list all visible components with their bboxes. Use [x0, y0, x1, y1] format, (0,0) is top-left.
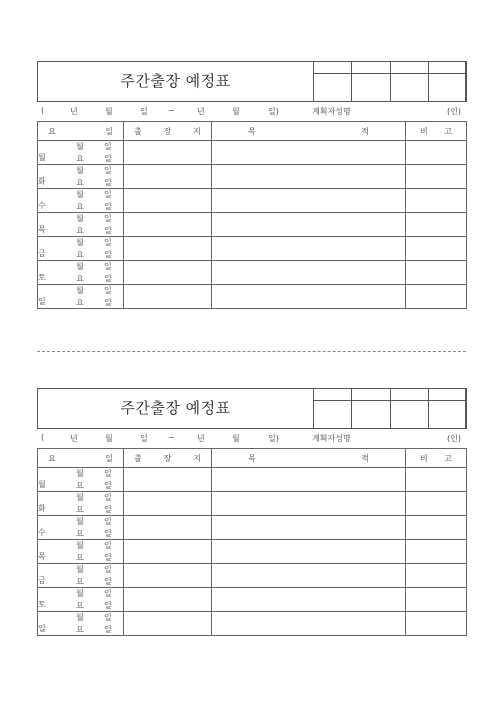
- approval-cell[interactable]: [390, 401, 428, 429]
- yo-label: 요: [76, 577, 84, 586]
- date-cell[interactable]: [38, 516, 124, 540]
- approval-cell[interactable]: [390, 62, 428, 74]
- yo-label: 요: [76, 274, 84, 283]
- approval-cell[interactable]: [352, 401, 390, 429]
- yo-label: 요: [76, 625, 84, 634]
- destination-cell[interactable]: [124, 612, 212, 636]
- date-cell[interactable]: [38, 612, 124, 636]
- date-cell[interactable]: [38, 189, 124, 213]
- remarks-cell[interactable]: [406, 237, 467, 261]
- month-label: 월: [76, 214, 84, 223]
- date-cell[interactable]: [38, 492, 124, 516]
- day-label: 일): [268, 107, 279, 116]
- header-char: 요: [48, 126, 56, 136]
- yo-label: 요: [76, 553, 84, 562]
- weekday-label: 금: [38, 249, 46, 258]
- approval-cell[interactable]: [428, 389, 466, 401]
- month-label: 월: [76, 238, 84, 247]
- tilde: ~: [168, 433, 175, 442]
- date-cell[interactable]: [38, 564, 124, 588]
- purpose-cell[interactable]: [212, 468, 406, 492]
- open-paren: (: [41, 433, 45, 442]
- remarks-header: [406, 449, 467, 468]
- weekday-label: 수: [38, 528, 46, 537]
- day-label: 일: [104, 286, 112, 295]
- weekday-label: 수: [38, 201, 46, 210]
- approval-cell[interactable]: [428, 401, 466, 429]
- form-title: 주간출장 예정표: [120, 399, 231, 417]
- destination-cell[interactable]: [124, 165, 212, 189]
- remarks-cell[interactable]: [406, 612, 467, 636]
- table-row: [38, 588, 467, 612]
- header-char: 고: [444, 453, 452, 463]
- weekday-label: 월: [38, 153, 46, 162]
- table-row: [38, 285, 467, 309]
- yo-label: 요: [76, 250, 84, 259]
- approval-cell[interactable]: [352, 62, 390, 74]
- table-row: [38, 213, 467, 237]
- il-label: 일: [104, 178, 112, 187]
- approval-cell[interactable]: [314, 62, 352, 74]
- date-cell[interactable]: [38, 165, 124, 189]
- header-char: 적: [361, 126, 369, 136]
- il-label: 일: [104, 601, 112, 610]
- yo-label: 요: [76, 505, 84, 514]
- destination-cell[interactable]: [124, 588, 212, 612]
- title-row: [37, 61, 466, 102]
- table-header-row: [38, 122, 467, 141]
- remarks-cell[interactable]: [406, 141, 467, 165]
- weekday-label: 토: [38, 273, 46, 282]
- month-label: 월: [76, 613, 84, 622]
- remarks-cell[interactable]: [406, 516, 467, 540]
- seal-label: (인): [447, 107, 461, 116]
- purpose-header: [212, 449, 406, 468]
- month-label: 월: [76, 517, 84, 526]
- remarks-cell[interactable]: [406, 165, 467, 189]
- destination-header: [124, 449, 212, 468]
- yo-label: 요: [76, 178, 84, 187]
- table-row: [38, 237, 467, 261]
- yo-label: 요: [76, 202, 84, 211]
- day-label: 일: [104, 190, 112, 199]
- weekday-label: 일: [38, 297, 46, 306]
- day-header: [38, 122, 124, 141]
- header-char: 지: [193, 126, 201, 136]
- remarks-cell[interactable]: [406, 588, 467, 612]
- table-row: [38, 516, 467, 540]
- date-cell[interactable]: [38, 540, 124, 564]
- il-label: 일: [104, 250, 112, 259]
- day-label: 일: [140, 434, 148, 443]
- planner-label: 계획자성명: [312, 107, 351, 116]
- date-cell[interactable]: [38, 285, 124, 309]
- remarks-cell[interactable]: [406, 213, 467, 237]
- purpose-cell[interactable]: [212, 588, 406, 612]
- day-label: 일: [140, 107, 148, 116]
- header-char: 일: [105, 126, 113, 136]
- il-label: 일: [104, 154, 112, 163]
- day-label: 일: [104, 166, 112, 175]
- purpose-cell[interactable]: [212, 564, 406, 588]
- year-label: 년: [70, 434, 78, 443]
- date-cell[interactable]: [38, 261, 124, 285]
- purpose-cell[interactable]: [212, 165, 406, 189]
- table-row: [38, 612, 467, 636]
- form-title: 주간출장 예정표: [120, 72, 231, 90]
- il-label: 일: [104, 202, 112, 211]
- destination-cell[interactable]: [124, 285, 212, 309]
- header-char: 비: [420, 126, 428, 136]
- purpose-cell[interactable]: [212, 141, 406, 165]
- purpose-cell[interactable]: [212, 213, 406, 237]
- approval-cell[interactable]: [314, 74, 352, 102]
- month-label: 월: [76, 493, 84, 502]
- purpose-cell[interactable]: [212, 189, 406, 213]
- day-label: 일: [104, 541, 112, 550]
- purpose-cell[interactable]: [212, 540, 406, 564]
- weekday-label: 일: [38, 624, 46, 633]
- purpose-cell[interactable]: [212, 612, 406, 636]
- schedule-table: [37, 448, 467, 636]
- il-label: 일: [104, 505, 112, 514]
- purpose-cell[interactable]: [212, 516, 406, 540]
- yo-label: 요: [76, 298, 84, 307]
- day-label: 일: [104, 517, 112, 526]
- header-char: 적: [361, 453, 369, 463]
- header-char: 일: [105, 453, 113, 463]
- table-row: [38, 261, 467, 285]
- il-label: 일: [104, 226, 112, 235]
- table-header-row: [38, 449, 467, 468]
- table-row: [38, 564, 467, 588]
- purpose-header: [212, 122, 406, 141]
- destination-cell[interactable]: [124, 564, 212, 588]
- table-row: [38, 189, 467, 213]
- seal-label: (인): [447, 434, 461, 443]
- destination-cell[interactable]: [124, 492, 212, 516]
- destination-cell[interactable]: [124, 189, 212, 213]
- day-label: 일: [104, 493, 112, 502]
- approval-box: [313, 388, 467, 429]
- day-label: 일: [104, 238, 112, 247]
- approval-cell[interactable]: [314, 389, 352, 401]
- date-cell[interactable]: [38, 141, 124, 165]
- header-char: 비: [420, 453, 428, 463]
- destination-cell[interactable]: [124, 141, 212, 165]
- approval-cell[interactable]: [390, 74, 428, 102]
- weekly-trip-form-2: [37, 388, 466, 636]
- purpose-cell[interactable]: [212, 285, 406, 309]
- table-row: [38, 141, 467, 165]
- day-header: [38, 449, 124, 468]
- title-row: [37, 388, 466, 429]
- destination-cell[interactable]: [124, 213, 212, 237]
- purpose-cell[interactable]: [212, 237, 406, 261]
- header-char: 지: [193, 453, 201, 463]
- period-info-row: [37, 102, 466, 121]
- header-char: 장: [163, 453, 172, 463]
- il-label: 일: [104, 481, 112, 490]
- month-label: 월: [76, 589, 84, 598]
- destination-cell[interactable]: [124, 237, 212, 261]
- weekday-label: 금: [38, 576, 46, 585]
- table-row: [38, 468, 467, 492]
- planner-label: 계획자성명: [312, 434, 351, 443]
- day-label: 일: [104, 565, 112, 574]
- weekday-label: 월: [38, 480, 46, 489]
- yo-label: 요: [76, 601, 84, 610]
- header-char: 장: [163, 126, 172, 136]
- month-label: 월: [76, 262, 84, 271]
- table-row: [38, 540, 467, 564]
- cut-line-divider: [37, 351, 466, 352]
- period-info-row: [37, 429, 466, 448]
- day-label: 일: [104, 142, 112, 151]
- schedule-table: [37, 121, 467, 309]
- table-row: [38, 165, 467, 189]
- month-label: 월: [232, 107, 240, 116]
- date-cell[interactable]: [38, 237, 124, 261]
- il-label: 일: [104, 625, 112, 634]
- month-label: 월: [232, 434, 240, 443]
- approval-cell[interactable]: [314, 401, 352, 429]
- day-label: 일: [104, 613, 112, 622]
- weekday-label: 목: [38, 225, 46, 234]
- remarks-cell[interactable]: [406, 564, 467, 588]
- day-label: 일: [104, 589, 112, 598]
- header-char: 요: [48, 453, 56, 463]
- month-label: 월: [76, 541, 84, 550]
- month-label: 월: [76, 190, 84, 199]
- header-char: 목: [248, 126, 256, 136]
- remarks-cell[interactable]: [406, 261, 467, 285]
- remarks-header: [406, 122, 467, 141]
- header-char: 목: [248, 453, 256, 463]
- day-label: 일: [104, 262, 112, 271]
- il-label: 일: [104, 553, 112, 562]
- open-paren: (: [41, 106, 45, 115]
- date-cell[interactable]: [38, 213, 124, 237]
- remarks-cell[interactable]: [406, 540, 467, 564]
- year-label: 년: [197, 434, 205, 443]
- date-cell[interactable]: [38, 468, 124, 492]
- il-label: 일: [104, 529, 112, 538]
- remarks-cell[interactable]: [406, 492, 467, 516]
- month-label: 월: [76, 469, 84, 478]
- yo-label: 요: [76, 529, 84, 538]
- yo-label: 요: [76, 481, 84, 490]
- header-char: 출: [134, 126, 142, 136]
- il-label: 일: [104, 298, 112, 307]
- year-label: 년: [197, 107, 205, 116]
- day-label: 일: [104, 469, 112, 478]
- month-label: 월: [105, 434, 113, 443]
- year-label: 년: [70, 107, 78, 116]
- remarks-cell[interactable]: [406, 189, 467, 213]
- approval-box: [313, 61, 467, 102]
- header-char: 출: [134, 453, 142, 463]
- weekday-label: 화: [38, 504, 46, 513]
- month-label: 월: [76, 142, 84, 151]
- approval-cell[interactable]: [352, 74, 390, 102]
- remarks-cell[interactable]: [406, 468, 467, 492]
- destination-header: [124, 122, 212, 141]
- tilde: ~: [168, 106, 175, 115]
- table-row: [38, 492, 467, 516]
- il-label: 일: [104, 577, 112, 586]
- header-char: 고: [444, 126, 452, 136]
- approval-cell[interactable]: [428, 74, 466, 102]
- il-label: 일: [104, 274, 112, 283]
- month-label: 월: [76, 166, 84, 175]
- month-label: 월: [105, 107, 113, 116]
- approval-cell[interactable]: [352, 389, 390, 401]
- purpose-cell[interactable]: [212, 261, 406, 285]
- weekday-label: 화: [38, 177, 46, 186]
- day-label: 일: [104, 214, 112, 223]
- approval-cell[interactable]: [390, 389, 428, 401]
- weekly-trip-form-1: [37, 61, 466, 309]
- remarks-cell[interactable]: [406, 285, 467, 309]
- destination-cell[interactable]: [124, 540, 212, 564]
- day-label: 일): [268, 434, 279, 443]
- month-label: 월: [76, 565, 84, 574]
- destination-cell[interactable]: [124, 516, 212, 540]
- weekday-label: 토: [38, 600, 46, 609]
- date-cell[interactable]: [38, 588, 124, 612]
- weekday-label: 목: [38, 552, 46, 561]
- purpose-cell[interactable]: [212, 492, 406, 516]
- month-label: 월: [76, 286, 84, 295]
- yo-label: 요: [76, 154, 84, 163]
- destination-cell[interactable]: [124, 468, 212, 492]
- approval-cell[interactable]: [428, 62, 466, 74]
- destination-cell[interactable]: [124, 261, 212, 285]
- yo-label: 요: [76, 226, 84, 235]
